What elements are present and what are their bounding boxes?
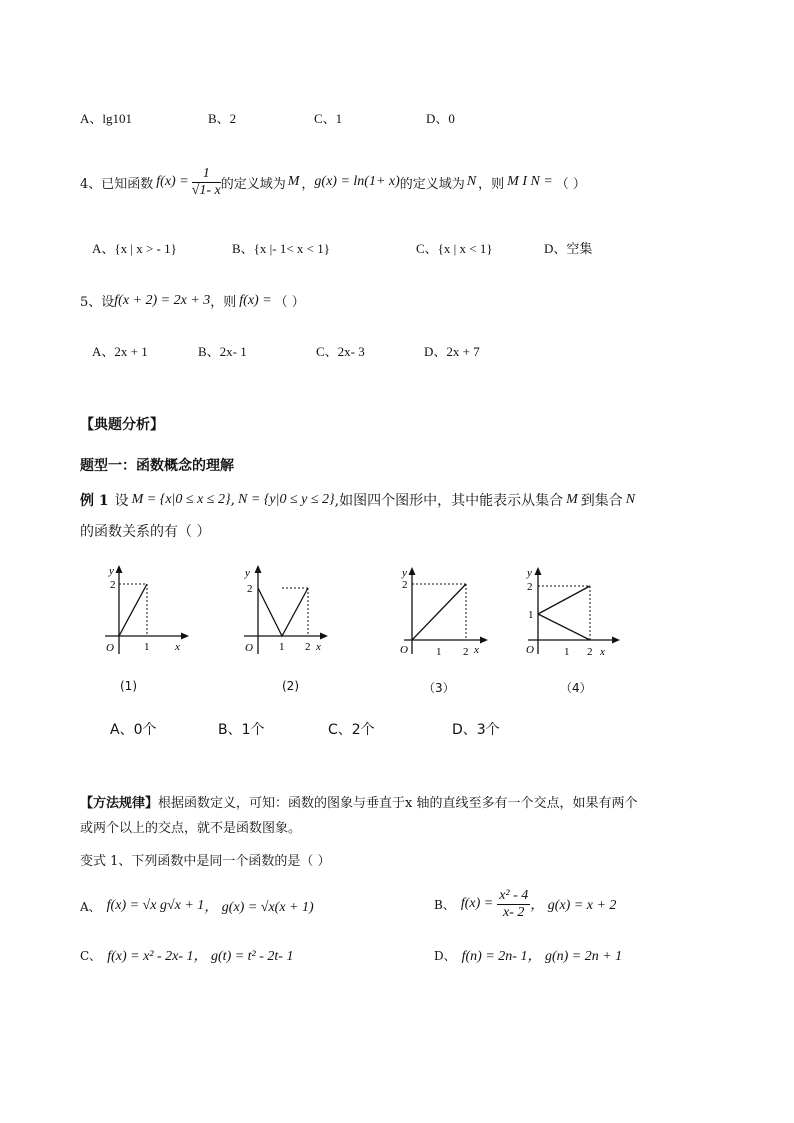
variant-b-label: B、: [434, 897, 455, 912]
q4-option-c: C、{x | x < 1}: [416, 241, 493, 256]
set-m: M = {x|0 ≤ x ≤ 2}: [131, 492, 231, 507]
y-label: y: [402, 567, 407, 579]
tick-2-x: 2: [463, 646, 469, 658]
tick-2-x: 2: [587, 646, 593, 658]
x-label: x: [600, 646, 605, 658]
variant-a-f: f(x) = √x g√x + 1: [106, 898, 205, 913]
q5-prefix: 5、设: [80, 295, 115, 310]
origin-label: O: [245, 642, 253, 654]
function-line-lower: [538, 614, 590, 640]
variant-c-expr: f(x) = x² - 2x- 1， g(t) = t² - 2t- 1: [107, 949, 294, 964]
variant-option-a: [80, 896, 314, 916]
q5-option-a: A、2x + 1: [92, 344, 148, 359]
graph-caption-3: （3）: [423, 681, 455, 695]
y-label: y: [527, 567, 532, 579]
function-line: [119, 584, 147, 636]
section-heading: 【典题分析】: [80, 417, 164, 433]
tick-2-x: 2: [305, 641, 311, 653]
q5-option-b: B、2x- 1: [198, 344, 247, 359]
question-5: [80, 291, 305, 310]
method-line-1: [80, 792, 637, 811]
variant-b-den: x- 2: [503, 904, 525, 920]
y-axis-arrow: [535, 567, 542, 575]
graph-1: [97, 562, 197, 662]
example-pre: 设: [114, 493, 129, 509]
set-n: N = {y|0 ≤ y ≤ 2}: [238, 492, 335, 507]
x-label: x: [474, 644, 479, 656]
method-label: 【方法规律】: [80, 796, 159, 811]
q5-option-d: D、2x + 7: [424, 344, 480, 359]
variant-b-fraction: [497, 888, 530, 921]
q4-option-b: B、{x |- 1< x < 1}: [232, 241, 330, 256]
y-axis-arrow: [255, 565, 262, 573]
example-option-a: A、0个: [110, 722, 157, 738]
x-axis-arrow: [181, 633, 189, 640]
tick-1: 1: [279, 641, 285, 653]
variant-option-c: [80, 945, 293, 965]
q4-paren: （ ）: [555, 176, 586, 192]
function-line: [412, 584, 466, 640]
origin-label: O: [106, 642, 114, 654]
q5-paren: （ ）: [274, 295, 305, 310]
option-c: C、1: [314, 111, 343, 126]
q4-option-a: A、{x | x > - 1}: [92, 241, 177, 256]
q4-mid2: 的定义域为: [399, 176, 465, 192]
variant-option-b: [434, 884, 616, 924]
variant-c-label: C、: [80, 948, 102, 963]
example-N: N: [625, 492, 636, 507]
q4-f-lhs: f(x) =: [156, 174, 189, 189]
q4-suffix: ，则: [478, 176, 505, 192]
q4-g-expr: g(x) = ln(1+ x): [314, 174, 400, 189]
graph-caption-1: (1): [120, 679, 137, 693]
function-line: [258, 588, 308, 636]
example-option-d: D、3个: [452, 722, 500, 738]
tick-2: 2: [402, 579, 408, 591]
variant-d-label: D、: [434, 948, 456, 963]
q5-expr1: f(x + 2) = 2x + 3: [114, 292, 211, 308]
q5-mid: ，则: [210, 295, 237, 310]
comma-separator: ,: [230, 492, 236, 508]
q5-expr2: f(x) =: [239, 292, 272, 308]
variant-d-expr: f(n) = 2n- 1， g(n) = 2n + 1: [461, 949, 623, 964]
tick-2: 2: [110, 579, 116, 591]
q4-N: N: [466, 174, 477, 189]
variant-b-g: ， g(x) = x + 2: [530, 898, 617, 913]
x-label: x: [175, 641, 180, 653]
origin-label: O: [526, 644, 534, 656]
graph-caption-4: （4）: [560, 681, 592, 695]
q4-frac-den: √1- x: [191, 182, 221, 198]
example-post: ,如图四个图形中，其中能表示从集合: [334, 493, 564, 509]
q4-frac-num: 1: [192, 166, 221, 183]
variant-option-d: [434, 945, 622, 965]
example-line2: 的函数关系的有（ ）: [80, 524, 211, 540]
q5-option-c: C、2x- 3: [316, 344, 365, 359]
example-option-c: C、2个: [328, 722, 375, 738]
variant-b-f: f(x) =: [460, 896, 494, 911]
example-label: 例 1: [80, 493, 109, 509]
graph-2: [236, 562, 336, 662]
q4-M: M: [287, 174, 300, 189]
q4-comma: ，: [301, 176, 315, 192]
q4-option-d: D、空集: [544, 241, 593, 256]
x-axis-arrow: [320, 633, 328, 640]
graph-caption-2: (2): [282, 679, 299, 693]
option-a: A、lg101: [80, 111, 133, 126]
tick-1-y: 1: [528, 609, 534, 621]
origin-label: O: [400, 644, 408, 656]
y-axis-arrow: [116, 565, 123, 573]
graph-4: [520, 562, 620, 662]
function-line-upper: [538, 586, 590, 614]
y-label: y: [245, 567, 250, 579]
q4-mid1: 的定义域为: [220, 176, 286, 192]
variant-a-g: ， g(x) = √x(x + 1): [204, 900, 314, 915]
example-1-stem: [80, 490, 635, 510]
tick-1: 1: [436, 646, 442, 658]
example-M: M: [566, 492, 578, 507]
variant-b-num: x² - 4: [499, 887, 529, 903]
q4-fraction: [192, 166, 221, 199]
x-axis-arrow: [480, 637, 488, 644]
option-b: B、2: [208, 111, 237, 126]
q4-prefix: 4、已知函数: [80, 176, 154, 192]
y-label: y: [109, 565, 114, 577]
tick-1: 1: [144, 641, 150, 653]
method-line-2: 或两个以上的交点，就不是函数图象。: [80, 821, 302, 836]
q4-intersection: M I N =: [507, 174, 553, 189]
option-d: D、0: [426, 111, 455, 126]
variant-a-label: A、: [80, 899, 101, 914]
method-text-1: 根据函数定义，可知：函数的图象与垂直于x 轴的直线至多有一个交点，如果有两个: [158, 796, 638, 811]
x-axis-arrow: [612, 637, 620, 644]
graph-3: [396, 562, 496, 662]
example-option-b: B、1个: [218, 722, 265, 738]
tick-1: 1: [564, 646, 570, 658]
tick-2: 2: [247, 583, 253, 595]
example-to: 到集合: [580, 493, 623, 509]
y-axis-arrow: [409, 567, 416, 575]
question-4: [80, 160, 586, 204]
type-heading: 题型一：函数概念的理解: [80, 458, 234, 474]
variant-stem: 变式 1、下列函数中是同一个函数的是（ ）: [80, 854, 331, 869]
tick-2: 2: [527, 581, 533, 593]
x-label: x: [316, 641, 321, 653]
